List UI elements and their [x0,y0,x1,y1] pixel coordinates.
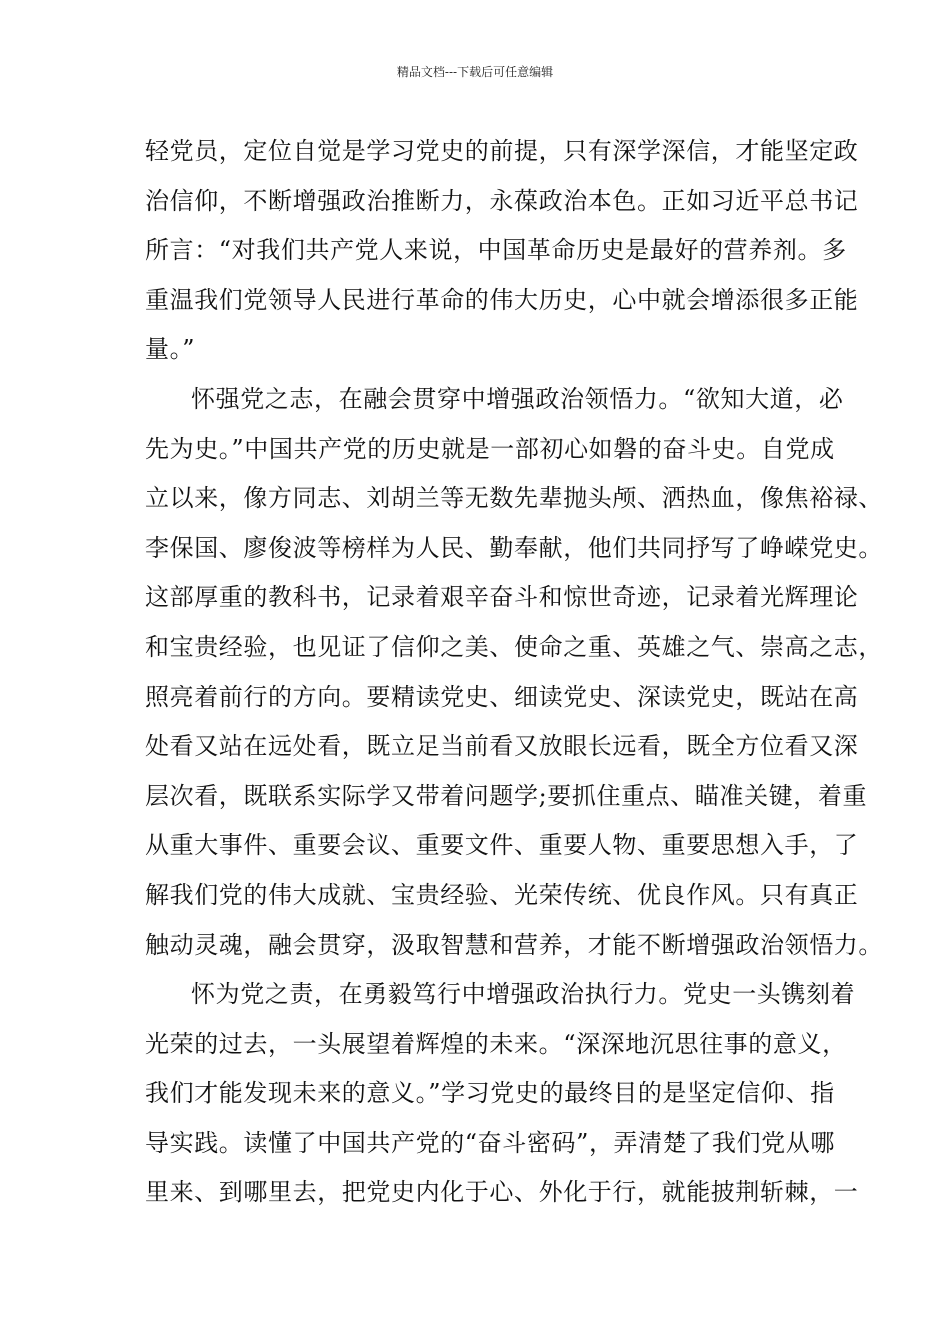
text-line: 这部厚重的教科书，记录着艰辛奋斗和惊世奇迹，记录着光辉理论 [145,583,859,612]
text-line: 处看又站在远处看，既立足当前看又放眼长远看，既全方位看又深 [145,732,859,761]
page-header: 精品文档---下载后可任意编辑 [396,65,554,79]
text-line: 照亮着前行的方向。要精读党史、细读党史、深读党史，既站在高 [145,682,859,711]
text-line: 所言：“对我们共产党人来说，中国革命历史是最好的营养剂。多 [145,236,847,265]
paragraph-2 [145,375,883,970]
paragraph-3 [145,970,859,1218]
text-line: 光荣的过去，一头展望着辉煌的未来。“深深地沉思往事的意义， [145,1029,847,1058]
text-line: 重温我们党领导人民进行革命的伟大历史，心中就会增添很多正能 [145,285,859,314]
text-line: 解我们党的伟大成就、宝贵经验、光荣传统、优良作风。只有真正 [145,880,859,909]
text-line: 怀为党之责，在勇毅笃行中增强政治执行力。党史一头镌刻着 [191,980,856,1009]
paragraph-1 [145,127,859,375]
text-line: 触动灵魂，融会贯穿，汲取智慧和营养，才能不断增强政治领悟力。 [145,930,883,959]
text-line: 量。” [145,335,196,364]
text-line: 立以来，像方同志、刘胡兰等无数先辈抛头颅、洒热血，像焦裕禄、 [145,484,883,513]
text-line: 先为史。”中国共产党的历史就是一部初心如磐的奋斗史。自党成 [145,434,835,463]
text-line: 里来、到哪里去，把党史内化于心、外化于行，就能披荆斩棘，一 [145,1178,859,1207]
text-line: 我们才能发现未来的意义。”学习党史的最终目的是坚定信仰、指 [145,1079,835,1108]
document-body [145,127,883,1218]
text-line: 层次看，既联系实际学又带着问题学;要抓住重点、瞄准关键，着重 [145,781,868,810]
text-line: 李保国、廖俊波等榜样为人民、勤奉献，他们共同抒写了峥嵘党史。 [145,533,883,562]
text-line: 导实践。读懂了中国共产党的“奋斗密码”，弄清楚了我们党从哪 [145,1128,835,1157]
text-line: 轻党员，定位自觉是学习党史的前提，只有深学深信，才能坚定政 [145,137,859,165]
text-line: 怀强党之志，在融会贯穿中增强政治领悟力。“欲知大道，必 [191,384,844,413]
text-line: 和宝贵经验，也见证了信仰之美、使命之重、英雄之气、崇高之志， [145,632,883,661]
text-line: 治信仰，不断增强政治推断力，永葆政治本色。正如习近平总书记 [145,186,859,215]
text-line: 从重大事件、重要会议、重要文件、重要人物、重要思想入手，了 [145,831,859,860]
